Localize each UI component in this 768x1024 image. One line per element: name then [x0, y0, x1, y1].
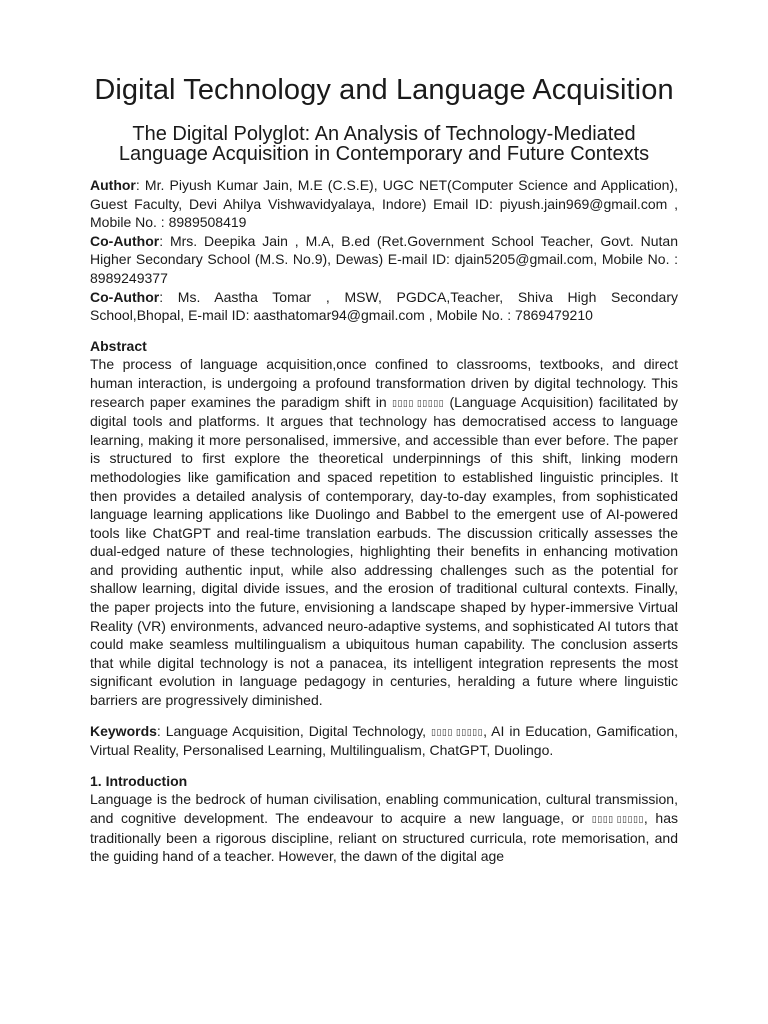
introduction-part: Language is the bedrock of human civilisation, enabling communication, cultural transmission, and cognitive development. The endeavour to acquire a new language, or	[90, 791, 678, 826]
missing-glyph-text: ▯▯▯▯ ▯▯▯▯▯	[392, 397, 445, 408]
co-author-label: Co-Author	[90, 288, 160, 305]
abstract-text	[90, 355, 678, 709]
missing-glyph-text: ▯▯▯▯ ▯▯▯▯▯	[591, 814, 644, 824]
paper-subtitle: The Digital Polyglot: An Analysis of Technology-Mediated Language Acquisition in Contemporary and Future Contexts	[118, 123, 650, 165]
co-author-entry	[90, 232, 678, 288]
introduction-part: , has traditionally been a rigorous discipline, reliant on structured curricula, rote memorisation, and the guiding hand of a teacher. However, the dawn of the digital age	[90, 810, 678, 865]
paper-title: Digital Technology and Language Acquisition	[94, 74, 674, 106]
author-label: Author	[90, 177, 136, 193]
keywords-label: Keywords	[90, 722, 157, 739]
author-entry	[90, 176, 678, 232]
co-author-label: Co-Author	[90, 232, 160, 249]
abstract-text-part: (Language Acquisition) facilitated by digital tools and platforms. It argues that technology has democratised access to language learning, making it more personalised, immersive, and accessible than ever before. The paper is structured to first explore the theoretical underpinnings of this shift, linking modern methodologies like gamification and spaced repetition to established linguistic principles. It then provides a detailed analysis of contemporary, day-to-day examples, from sophisticated language learning applications like Duolingo and Babbel to the emergent use of AI-powered tools like ChatGPT and real-time translation earbuds. The discussion critically assesses the dual-edged nature of these technologies, highlighting their benefits in enhancing motivation and providing authentic input, while also addressing challenges such as the potential for shallow learning, digital divide issues, and the erosion of traditional cultural contexts. Finally, the paper projects into the future, envisioning a landscape shaped by hyper-immersive Virtual Reality (VR) environments, advanced neuro-adaptive systems, and sophisticated AI tutors that could make seamless multilingualism a ubiquitous human capability. The conclusion asserts that while digital technology is not a panacea, its intelligent integration represents the most significant evolution in language pedagogy in centuries, heralding a future where linguistic barriers are progressively diminished.	[90, 393, 678, 709]
missing-glyph-text: ▯▯▯▯ ▯▯▯▯▯	[431, 726, 484, 737]
co-author-entry	[90, 288, 678, 325]
keywords-part: : Language Acquisition, Digital Technology,	[156, 722, 432, 739]
keywords-text	[90, 722, 678, 760]
author-details: : Mr. Piyush Kumar Jain, M.E (C.S.E), UGC NET(Computer Science and Application), Guest Faculty, Devi Ahilya Vishwavidyalaya, Indore) Email ID: piyush.jain969@gmail.com , Mobile No. : 8989508419	[90, 177, 678, 231]
abstract-text-part: The process of language acquisition,once confined to classrooms, textbooks, and direct human interaction, is undergoing a profound transformation driven by digital technology. This research paper examines the paradigm shift in	[90, 356, 678, 410]
co-author-details: : Ms. Aastha Tomar , MSW, PGDCA,Teacher, Shiva High Secondary School,Bhopal, E-mail ID: aasthatomar94@gmail.com , Mobile No. : 7869479210	[90, 288, 678, 324]
introduction-text	[90, 790, 678, 865]
co-author-details: : Mrs. Deepika Jain , M.A, B.ed (Ret.Government School Teacher, Govt. Nutan Higher Secondary School (M.S. No.9), Dewas) E-mail ID: djain5205@gmail.com, Mobile No. : 8989249377	[90, 232, 678, 286]
keywords-section	[90, 722, 678, 760]
abstract-section	[90, 337, 678, 710]
introduction-heading: 1. Introduction	[90, 772, 188, 789]
author-list	[90, 176, 678, 325]
abstract-heading: Abstract	[90, 337, 147, 354]
introduction-section	[90, 772, 678, 866]
keywords-part: , AI in Education, Gamification, Virtual Reality, Personalised Learning, Multilingualism, ChatGPT, Duolingo.	[90, 722, 678, 759]
